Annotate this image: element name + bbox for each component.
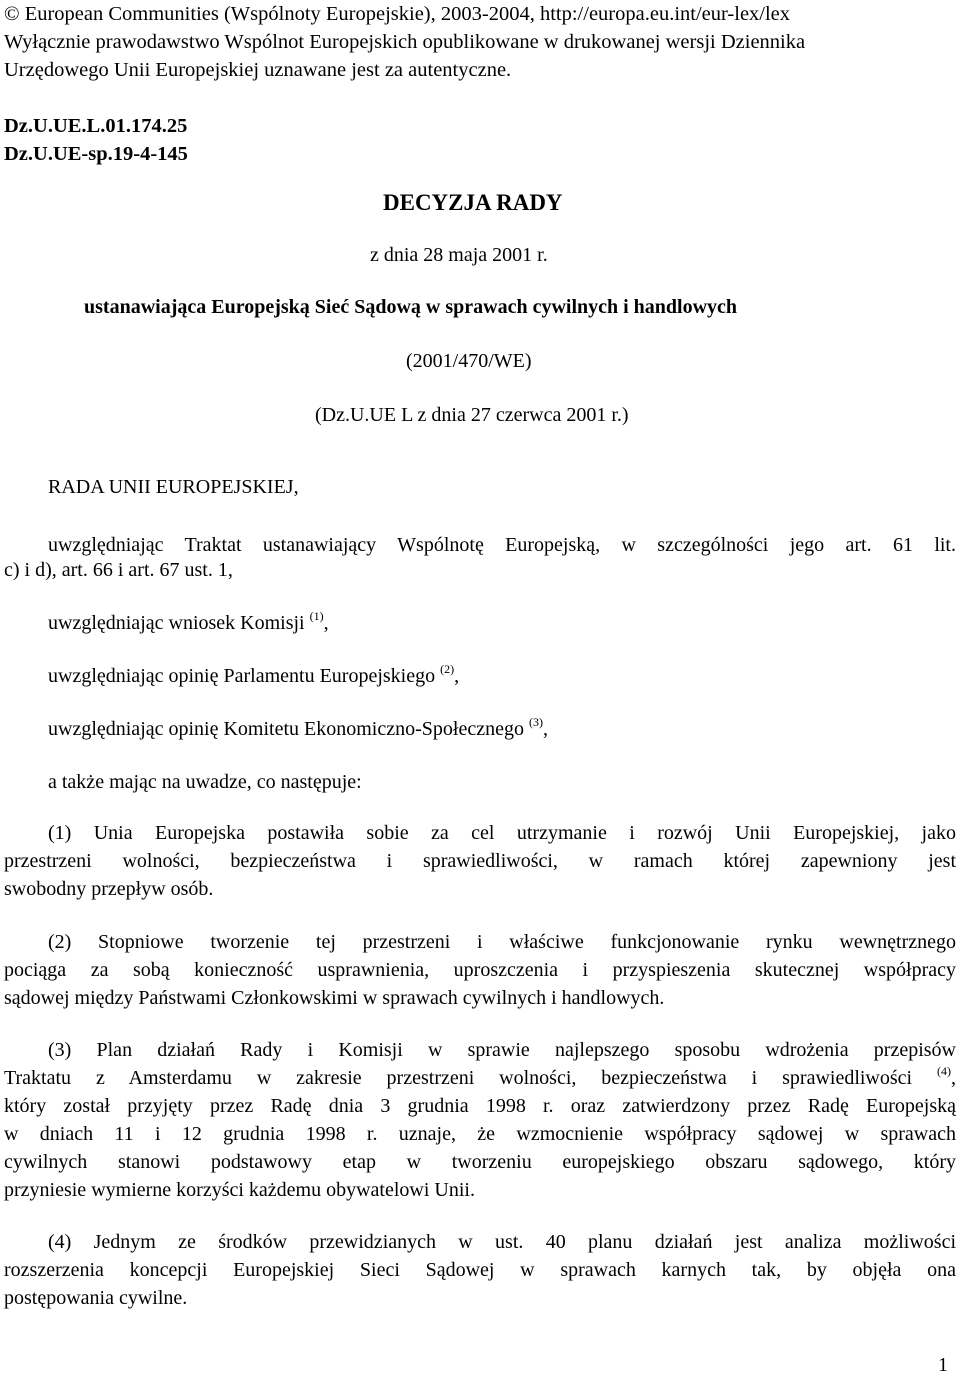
footnote-ref: (1) (309, 609, 324, 623)
preamble-parliament: uwzględniając opinię Parlamentu Europejskiego $^{(2)}$, (48, 662, 460, 687)
recital-3: (3) Plan działań Rady i Komisji w sprawie najlepszego sposobu wdrożenia przepisów (48, 1039, 956, 1061)
footnote-ref: (3) (528, 715, 543, 729)
page-number: 1 (938, 1354, 948, 1376)
council-heading: RADA UNII EUROPEJSKIEJ, (48, 476, 299, 498)
copyright-line: © European Communities (Wspólnoty Europejskie), 2003-2004, http://europa.eu.int/eur-lex/lex (4, 3, 791, 25)
recital-1: (1) Unia Europejska postawiła sobie za cel utrzymanie i rozwój Unii Europejskiej, jako (48, 822, 956, 844)
disclaimer-line: Wyłącznie prawodawstwo Wspólnot Europejskich opublikowane w drukowanej wersji Dziennika (4, 31, 806, 53)
document-date: z dnia 28 maja 2001 r. (370, 244, 548, 266)
document-subject: ustanawiająca Europejską Sieć Sądową w sprawach cywilnych i handlowych (84, 296, 738, 318)
recital-2: sądowej między Państwami Członkowskimi w sprawach cywilnych i handlowych. (4, 987, 665, 1009)
preamble-commission: uwzględniając wniosek Komisji $^{(1)}$, (48, 609, 329, 634)
disclaimer-line: Urzędowego Unii Europejskiej uznawane jest za autentyczne. (4, 59, 512, 81)
recital-2: pociąga za sobą konieczność usprawnienia, uproszczenia i przyspieszenia skutecznej współpracy (4, 959, 956, 981)
recital-1: przestrzeni wolności, bezpieczeństwa i sprawiedliwości, w ramach której zapewniony jest (4, 850, 956, 872)
recital-1: swobodny przepływ osób. (4, 878, 214, 900)
preamble-whereas: a także mając na uwadze, co następuje: (48, 771, 362, 793)
recital-3: który został przyjęty przez Radę dnia 3 grudnia 1998 r. oraz zatwierdzony przez Radę Europejską (4, 1095, 956, 1117)
recital-4: postępowania cywilne. (4, 1287, 188, 1309)
recital-3: w dniach 11 i 12 grudnia 1998 r. uznaje, że wzmocnienie współpracy sądowej w sprawach (4, 1123, 956, 1145)
recital-4: (4) Jednym ze środków przewidzianych w ust. 40 planu działań jest analiza możliwości (48, 1231, 956, 1253)
recital-3: cywilnych stanowi podstawowy etap w tworzeniu europejskiego obszaru sądowego, który (4, 1151, 956, 1173)
footnote-ref: (2) (440, 662, 455, 676)
reference-id: Dz.U.UE-sp.19-4-145 (4, 143, 188, 165)
recital-4: rozszerzenia koncepcji Europejskiej Sieci Sądowej w sprawach karnych tak, by objęła ona (4, 1259, 956, 1281)
preamble-committee: uwzględniając opinię Komitetu Ekonomiczno-Społecznego $^{(3)}$, (48, 715, 548, 740)
recital-3: Traktatu z Amsterdamu w zakresie przestrzeni wolności, bezpieczeństwa i sprawiedliwości $^{(4)}$, (4, 1064, 957, 1089)
recital-2: (2) Stopniowe tworzenie tej przestrzeni i właściwe funkcjonowanie rynku wewnętrznego (48, 931, 956, 953)
reference-id: Dz.U.UE.L.01.174.25 (4, 115, 188, 137)
footnote-ref: (4) (937, 1064, 952, 1078)
recital-3: przyniesie wymierne korzyści każdemu obywatelowi Unii. (4, 1179, 475, 1201)
document-title: DECYZJA RADY (383, 190, 563, 215)
preamble-treaty: uwzględniając Traktat ustanawiający Wspólnotę Europejską, w szczególności jego art. 61 lit. (48, 534, 956, 556)
preamble-treaty: c) i d), art. 66 i art. 67 ust. 1, (4, 559, 233, 581)
publication-reference: (Dz.U.UE L z dnia 27 czerwca 2001 r.) (315, 404, 629, 426)
document-number: (2001/470/WE) (406, 350, 532, 372)
